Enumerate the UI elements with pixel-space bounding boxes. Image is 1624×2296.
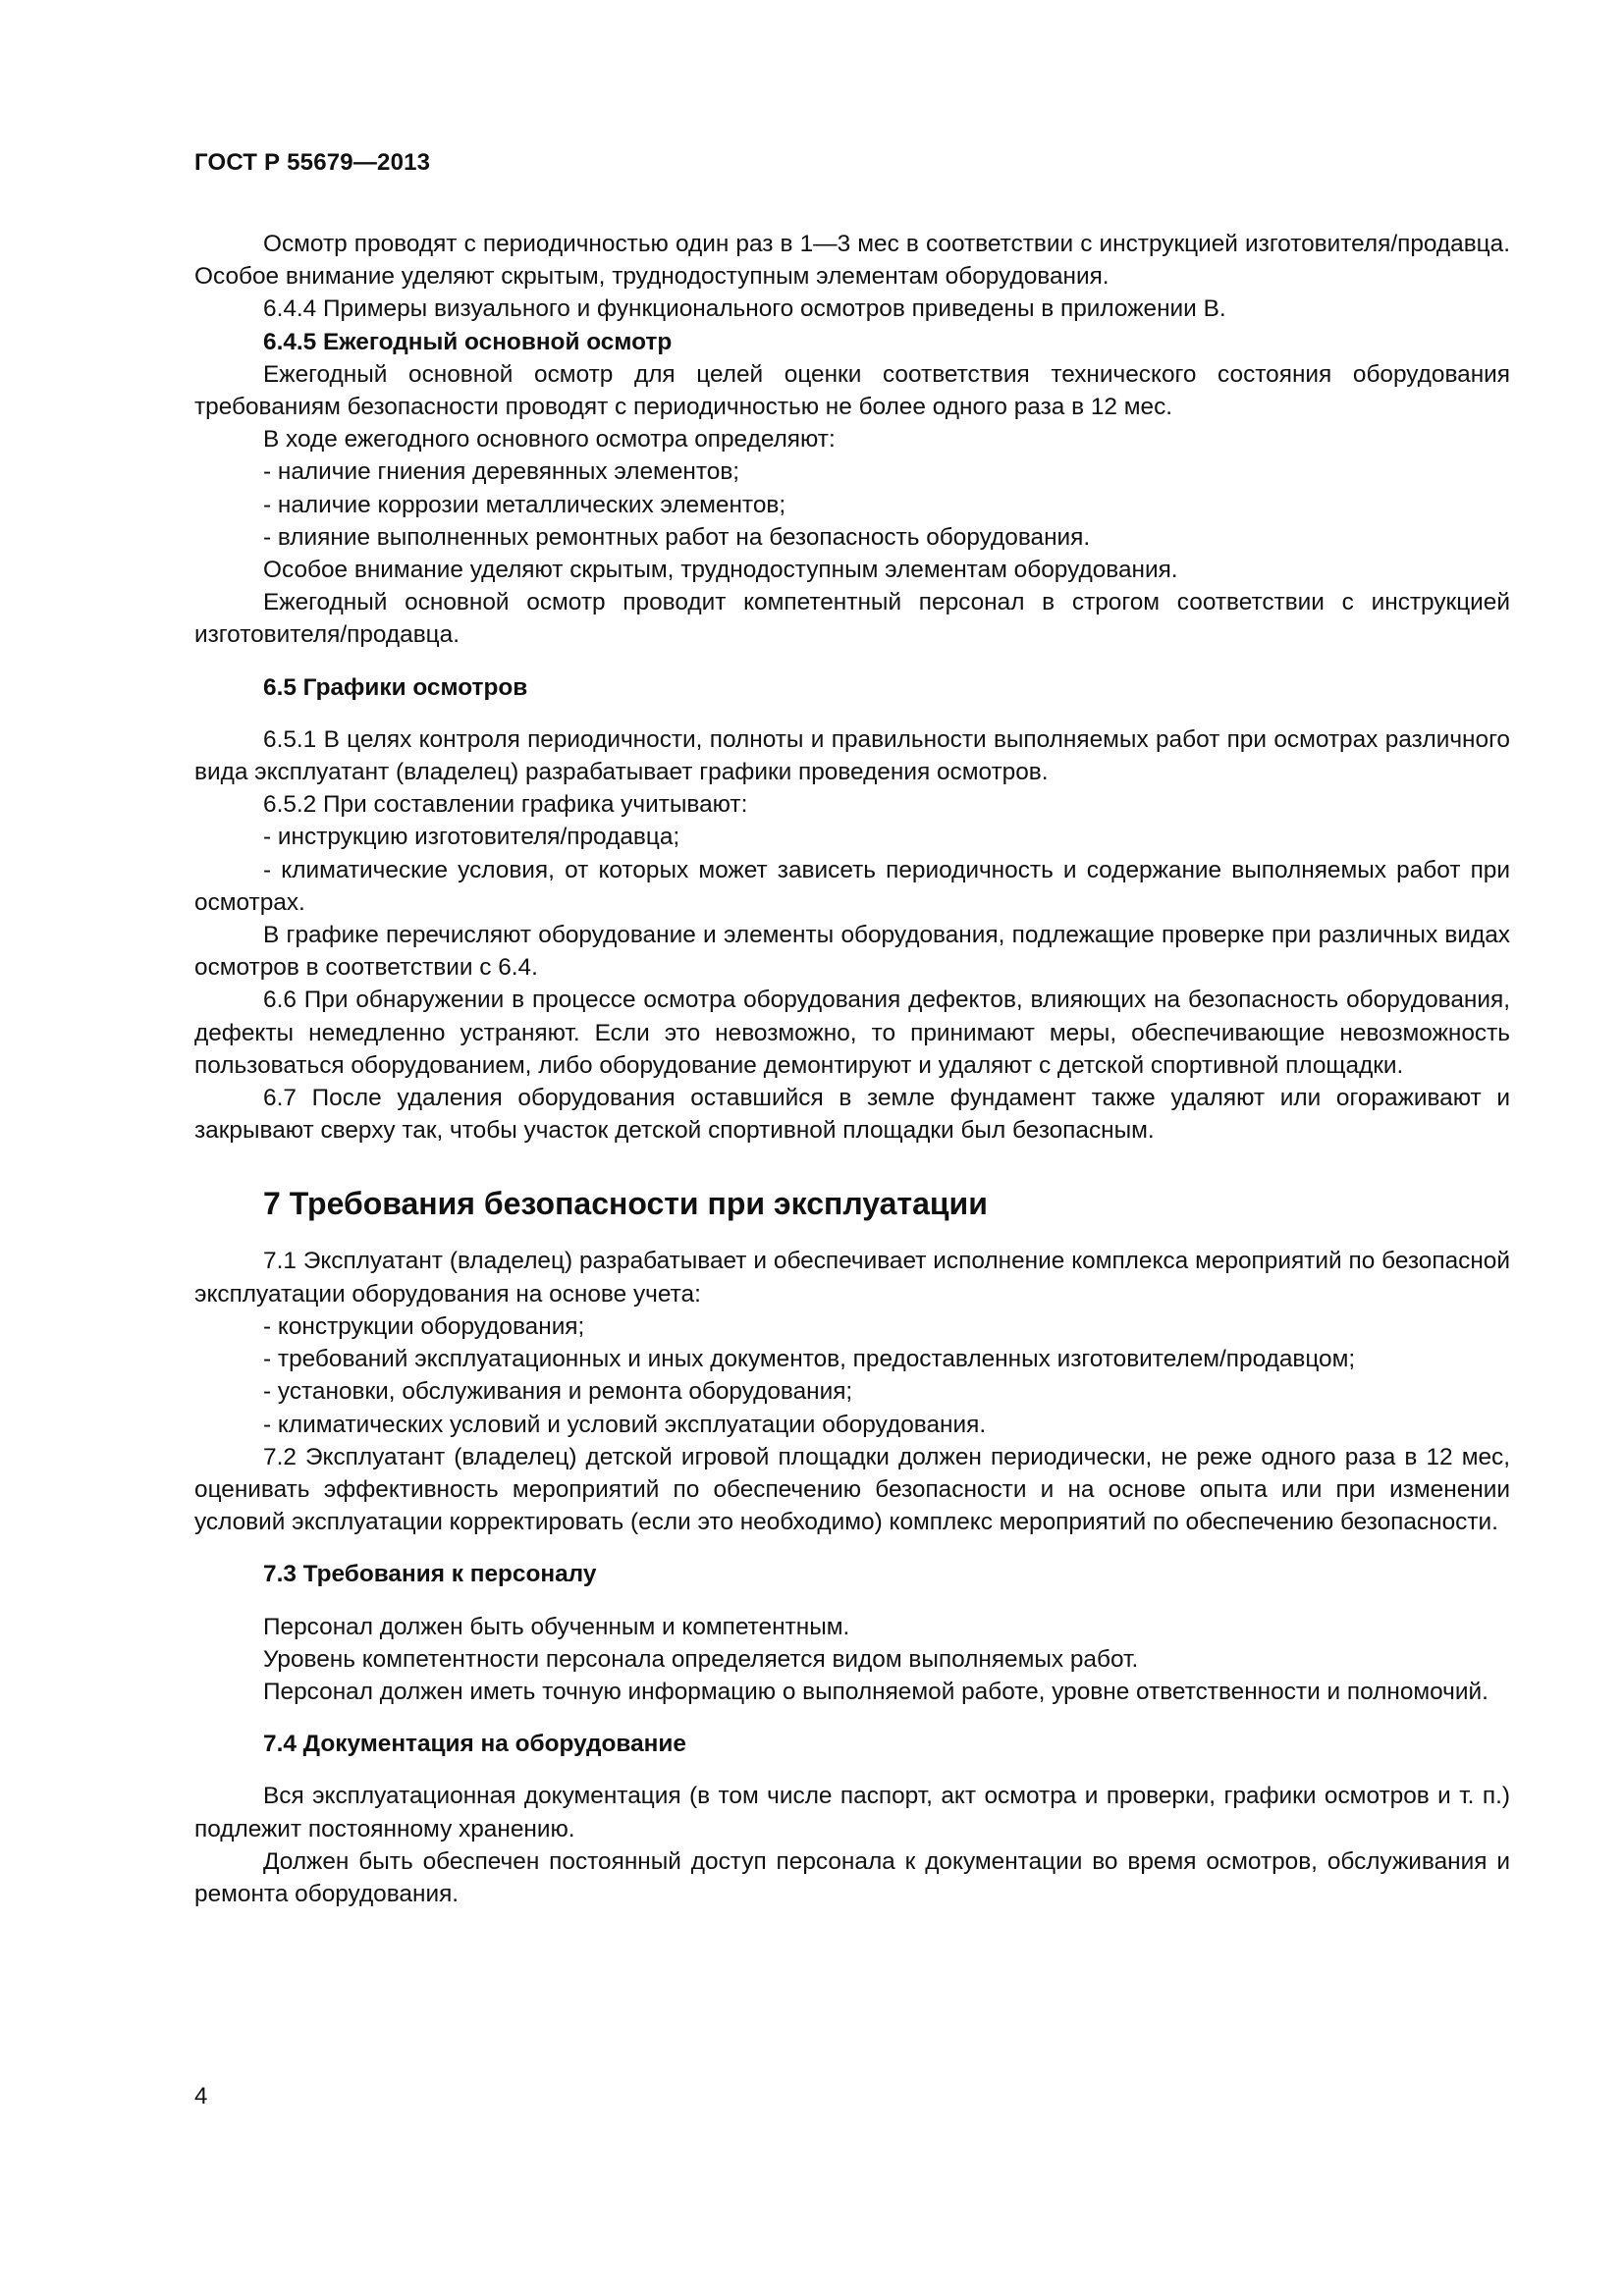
list-item: - конструкции оборудования; [263, 1312, 585, 1340]
paragraph: 7.1 Эксплуатант (владелец) разрабатывает и обеспечивает исполнение комплекса мероприятий по безопасной эксплуатации оборудования на основе учета: [194, 1248, 1510, 1308]
paragraph: 6.7 После удаления оборудования оставшийся в земле фундамент также удаляют или огораживают и закрывают сверху так, чтобы участок детской спортивной площадки был безопасным. [194, 1085, 1510, 1145]
paragraph: Осмотр проводят с периодичностью один раз в 1—3 мес в соответствии с инструкцией изготовителя/продавца. Особое внимание уделяют скрытым, труднодоступным элементам оборудования. [194, 231, 1510, 291]
paragraph: Должен быть обеспечен постоянный доступ персонала к документации во время осмотров, обслуживания и ремонта оборудования. [194, 1847, 1510, 1907]
page-number: 4 [194, 2083, 208, 2109]
list-item: - инструкцию изготовителя/продавца; [263, 824, 680, 851]
paragraph: В ходе ежегодного основного осмотра определяют: [263, 426, 836, 454]
paragraph: Персонал должен быть обученным и компетентным. [263, 1613, 850, 1640]
list-item: - наличие гниения деревянных элементов; [263, 458, 740, 486]
list-item: - установки, обслуживания и ремонта оборудования; [263, 1378, 853, 1406]
paragraph: Ежегодный основной осмотр проводит компетентный персонал в строгом соответствии с инструкцией изготовителя/продавца. [194, 589, 1510, 649]
paragraph: 6.5.2 При составлении графика учитывают: [263, 791, 748, 819]
list-item: - наличие коррозии металлических элементов; [263, 491, 786, 518]
list-item: - влияние выполненных ремонтных работ на безопасность оборудования. [263, 523, 1091, 551]
paragraph: Персонал должен иметь точную информацию о выполняемой работе, уровне ответственности и полномочий. [263, 1678, 1489, 1705]
list-item: - климатические условия, от которых может зависеть периодичность и содержание выполняемых работ при осмотрах. [194, 856, 1510, 916]
paragraph: Вся эксплуатационная документация (в том числе паспорт, акт осмотра и проверки, графики осмотров и т. п.) подлежит постоянному хранению. [194, 1783, 1510, 1842]
document-header: ГОСТ Р 55679—2013 [194, 149, 431, 176]
section-heading-7: 7 Требования безопасности при эксплуатации [263, 1186, 988, 1222]
paragraph: Ежегодный основной осмотр для целей оценки соответствия технического состояния оборудования требованиям безопасности проводят с периодичностью не более одного раза в 12 мес. [194, 360, 1510, 421]
subsection-heading-6-5: 6.5 Графики осмотров [263, 673, 528, 701]
paragraph: В графике перечисляют оборудование и элементы оборудования, подлежащие проверке при различных видах осмотров в соответствии с 6.4. [194, 922, 1510, 982]
paragraph: Особое внимание уделяют скрытым, труднодоступным элементам оборудования. [263, 557, 1178, 584]
paragraph: 6.6 При обнаружении в процессе осмотра оборудования дефектов, влияющих на безопасность оборудования, дефекты немедленно устраняют. Если это невозможно, то принимают меры, обеспечивающие невозможность пользоваться оборудованием, либо оборудование демонтируют и удаляют с детской спортивной площадки. [194, 987, 1510, 1079]
paragraph: 6.5.1 В целях контроля периодичности, полноты и правильности выполняемых работ при осмотрах различного вида эксплуатант (владелец) разрабатывает графики проведения осмотров. [194, 725, 1510, 786]
subsection-heading-7-3: 7.3 Требования к персоналу [263, 1561, 597, 1588]
paragraph: 6.4.4 Примеры визуального и функционального осмотров приведены в приложении В. [263, 295, 1226, 323]
subsection-heading-7-4: 7.4 Документация на оборудование [263, 1731, 686, 1758]
page-body [194, 228, 1510, 1910]
list-item: - климатических условий и условий эксплуатации оборудования. [263, 1411, 987, 1438]
paragraph: 7.2 Эксплуатант (владелец) детской игровой площадки должен периодически, не реже одного раза в 12 мес, оценивать эффективность мероприятий по обеспечению безопасности и на основе опыта или при изменении условий эксплуатации корректировать (если это необходимо) комплекс мероприятий по обеспечению безопасности. [194, 1443, 1510, 1536]
paragraph: Уровень компетентности персонала определяется видом выполняемых работ. [263, 1645, 1139, 1673]
subsection-heading-6-4-5: 6.4.5 Ежегодный основной осмотр [263, 328, 673, 355]
list-item: - требований эксплуатационных и иных документов, предоставленных изготовителем/продавцом; [263, 1346, 1356, 1373]
